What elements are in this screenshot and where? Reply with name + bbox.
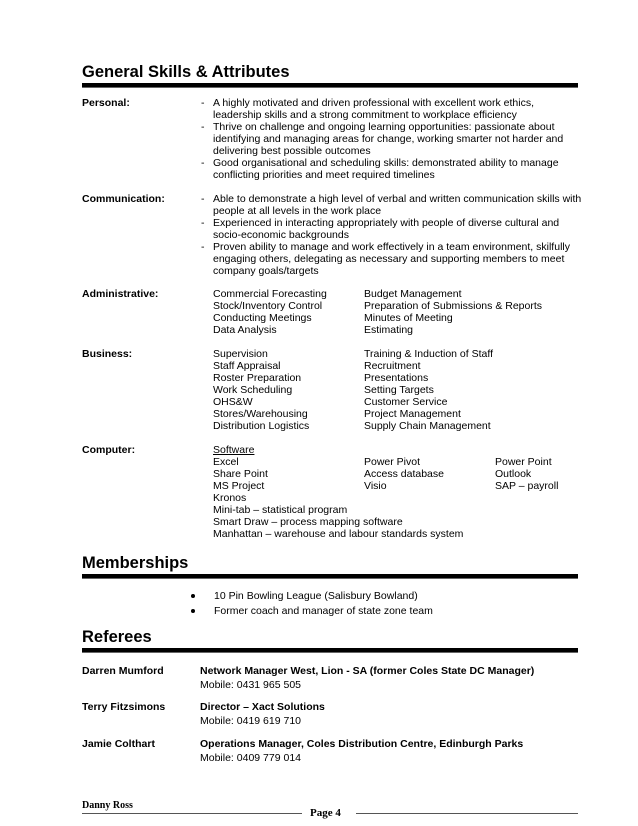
software-item: Manhattan – warehouse and labour standards system — [213, 528, 464, 540]
section-title-general-skills: General Skills & Attributes — [82, 63, 290, 81]
software-grid — [213, 456, 585, 492]
personal-list — [198, 97, 583, 181]
referee-mobile: Mobile: 0409 779 014 — [200, 752, 301, 764]
skill-item: Presentations — [364, 372, 429, 384]
skill-item: Supply Chain Management — [364, 420, 491, 432]
referee-role: Network Manager West, Lion - SA (former Coles State DC Manager) — [200, 665, 535, 677]
software-item: Power Point — [495, 456, 552, 468]
skill-item: Preparation of Submissions & Reports — [364, 300, 543, 312]
referee-name: Terry Fitzsimons — [82, 701, 166, 713]
referee-mobile: Mobile: 0419 619 710 — [200, 715, 301, 727]
skill-item: Data Analysis — [213, 324, 277, 336]
skill-item: Commercial Forecasting — [213, 288, 327, 300]
list-item: Former coach and manager of state zone team — [190, 604, 433, 619]
personal-label: Personal: — [82, 97, 130, 109]
list-item: - Experienced in interacting appropriately with people of diverse cultural and socio-economic backgrounds — [201, 217, 560, 241]
software-item: Kronos — [213, 492, 247, 504]
software-heading: Software — [213, 444, 255, 456]
communication-list — [198, 193, 583, 277]
skill-item: Roster Preparation — [213, 372, 302, 384]
skill-item: Distribution Logistics — [213, 420, 310, 432]
list-item: - Good organisational and scheduling skills: demonstrated ability to manage conflicting priorities and meet required timelines — [201, 157, 559, 181]
section-rule — [82, 574, 578, 579]
skill-item: Staff Appraisal — [213, 360, 281, 372]
section-title-memberships: Memberships — [82, 554, 189, 572]
skill-item: Recruitment — [364, 360, 421, 372]
skill-item: OHS&W — [213, 396, 253, 408]
skill-item: Customer Service — [364, 396, 448, 408]
business-skills — [213, 348, 544, 432]
software-item: Outlook — [495, 468, 532, 480]
software-item: Access database — [364, 468, 444, 480]
section-rule — [82, 83, 578, 88]
bullet-icon — [191, 594, 195, 598]
administrative-skills — [213, 288, 544, 336]
referee-name: Darren Mumford — [82, 665, 164, 677]
list-item: - Proven ability to manage and work effectively in a team environment, skilfully engaging others, delegating as necessary and supporting members to meet company goals/targets — [201, 241, 570, 277]
referee-mobile: Mobile: 0431 965 505 — [200, 679, 301, 691]
software-item: Mini-tab – statistical program — [213, 504, 348, 516]
skill-item: Conducting Meetings — [213, 312, 312, 324]
software-item: Excel — [213, 456, 239, 468]
software-item: Power Pivot — [364, 456, 421, 468]
skill-item: Stock/Inventory Control — [213, 300, 323, 312]
business-label: Business: — [82, 348, 133, 360]
section-rule — [82, 648, 578, 653]
skill-item: Training & Induction of Staff — [364, 348, 493, 360]
skill-item: Supervision — [213, 348, 268, 360]
skill-item: Setting Targets — [364, 384, 434, 396]
footer-page-number: Page 4 — [310, 807, 341, 819]
skill-item: Estimating — [364, 324, 414, 336]
software-item: MS Project — [213, 480, 265, 492]
list-item: 10 Pin Bowling League (Salisbury Bowland) — [190, 589, 433, 604]
referee-name: Jamie Colthart — [82, 738, 155, 750]
footer-rule-right — [356, 813, 578, 814]
software-item: Smart Draw – process mapping software — [213, 516, 403, 528]
skill-item: Project Management — [364, 408, 461, 420]
skill-item: Minutes of Meeting — [364, 312, 453, 324]
software-item: SAP – payroll — [495, 480, 559, 492]
skill-item: Budget Management — [364, 288, 462, 300]
referee-role: Director – Xact Solutions — [200, 701, 325, 713]
footer-author: Danny Ross — [82, 800, 133, 811]
list-item: - Able to demonstrate a high level of verbal and written communication skills with people at all levels in the work place — [201, 193, 582, 217]
computer-label: Computer: — [82, 444, 136, 456]
referee-role: Operations Manager, Coles Distribution Centre, Edinburgh Parks — [200, 738, 524, 750]
software-item: Visio — [364, 480, 387, 492]
administrative-label: Administrative: — [82, 288, 159, 300]
software-extra — [213, 492, 463, 540]
list-item: - Thrive on challenge and ongoing learning opportunities: passionate about identifying and managing areas for change, working smarter not harder and delivering best possible outcomes — [201, 121, 564, 157]
list-item: - A highly motivated and driven professional with excellent work ethics, leadership skills and a strong commitment to workplace efficiency — [201, 97, 534, 121]
software-item: Share Point — [213, 468, 268, 480]
section-title-referees: Referees — [82, 628, 152, 646]
memberships-list — [190, 589, 433, 619]
bullet-icon — [191, 609, 195, 613]
skill-item: Stores/Warehousing — [213, 408, 308, 420]
footer-rule-left — [82, 813, 302, 814]
skill-item: Work Scheduling — [213, 384, 293, 396]
communication-label: Communication: — [82, 193, 165, 205]
